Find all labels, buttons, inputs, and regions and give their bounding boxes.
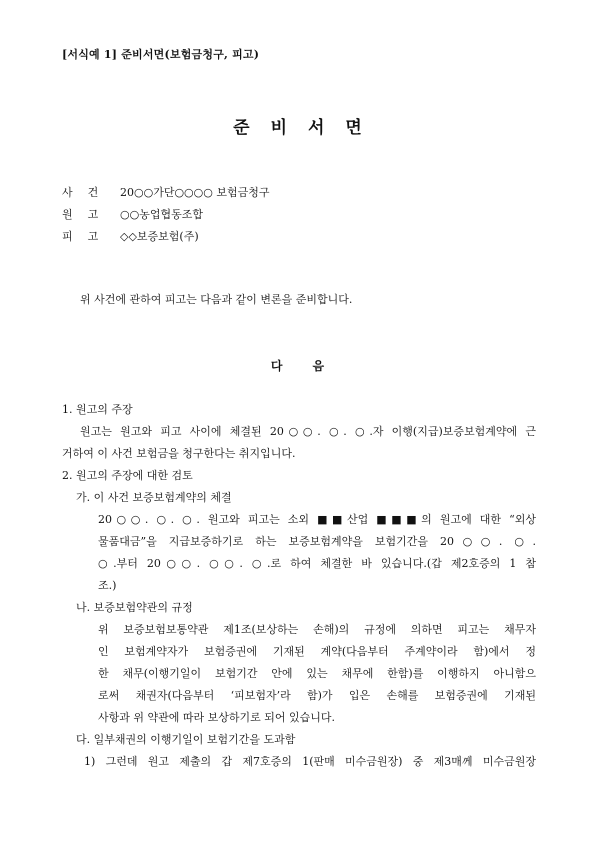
paragraph-line: 한 채무(이행기일이 보험기간 안에 있는 채무에 한함)를 이행하지 아니함으 [98, 667, 536, 680]
paragraph-line: 조.) [98, 579, 117, 592]
section-heading: 2. 원고의 주장에 대한 검토 [62, 469, 193, 482]
paragraph-line: 1) 그런데 원고 제출의 갑 제7호증의 1(판매 미수금원장) 중 제3매께 미수금원장 [84, 755, 536, 768]
paragraph-line: 20○○. ○. ○. 원고와 피고는 소외 ■■산업 ■■■의 원고에 대한 “외상 [98, 513, 536, 526]
section-heading: 1. 원고의 주장 [62, 403, 133, 416]
intro-text: 위 사건에 관하여 피고는 다음과 같이 변론을 준비합니다. [80, 293, 353, 306]
paragraph-line: 사항과 위 약관에 따라 보상하기로 되어 있습니다. [98, 711, 335, 724]
case-row-plaintiff [62, 208, 269, 230]
document-title: 준비서면 [233, 118, 383, 138]
paragraph-line: ○.부터 20○○. ○○. ○.로 하여 체결한 바 있습니다.(갑 제2호증의 1 참 [98, 557, 536, 570]
case-key: 원고 [62, 208, 114, 221]
subsection-heading: 가. 이 사건 보증보험계약의 체결 [76, 491, 232, 504]
paragraph-line: 인 보험계약자가 보험증권에 기재된 계약(다음부터 주계약이라 함)에서 정 [98, 645, 536, 658]
case-info [62, 186, 269, 252]
case-row-case [62, 186, 269, 208]
form-label: [서식예 1] 준비서면(보험금청구, 피고) [62, 48, 260, 61]
paragraph-line: 거하여 이 사건 보험금을 청구한다는 취지입니다. [62, 447, 296, 460]
subheading-following: 다음 [270, 359, 355, 373]
case-key: 사건 [62, 186, 114, 199]
case-value: 20○○가단○○○○ 보험금청구 [120, 186, 270, 199]
case-value: ○○농업협동조합 [120, 208, 203, 221]
case-value: ◇◇보증보험(주) [120, 230, 199, 243]
paragraph-line: 물품대금”을 지급보증하기로 하는 보증보험계약을 보험기간을 20○○. ○. [98, 535, 536, 548]
paragraph-line: 원고는 원고와 피고 사이에 체결된 20○○. ○. ○.자 이행(지급)보증보험계약에 근 [80, 425, 536, 438]
subsection-heading: 나. 보증보험약관의 규정 [76, 601, 193, 614]
subsection-heading: 다. 일부채권의 이행기일이 보험기간을 도과함 [76, 733, 296, 746]
case-row-defendant [62, 230, 269, 252]
paragraph-line: 로써 채권자(다음부터 ‘피보험자’라 함)가 입은 손해를 보험증권에 기재된 [98, 689, 536, 702]
case-key: 피고 [62, 230, 114, 243]
paragraph-line: 위 보증보험보통약관 제1조(보상하는 손해)의 규정에 의하면 피고는 채무자 [98, 623, 536, 636]
